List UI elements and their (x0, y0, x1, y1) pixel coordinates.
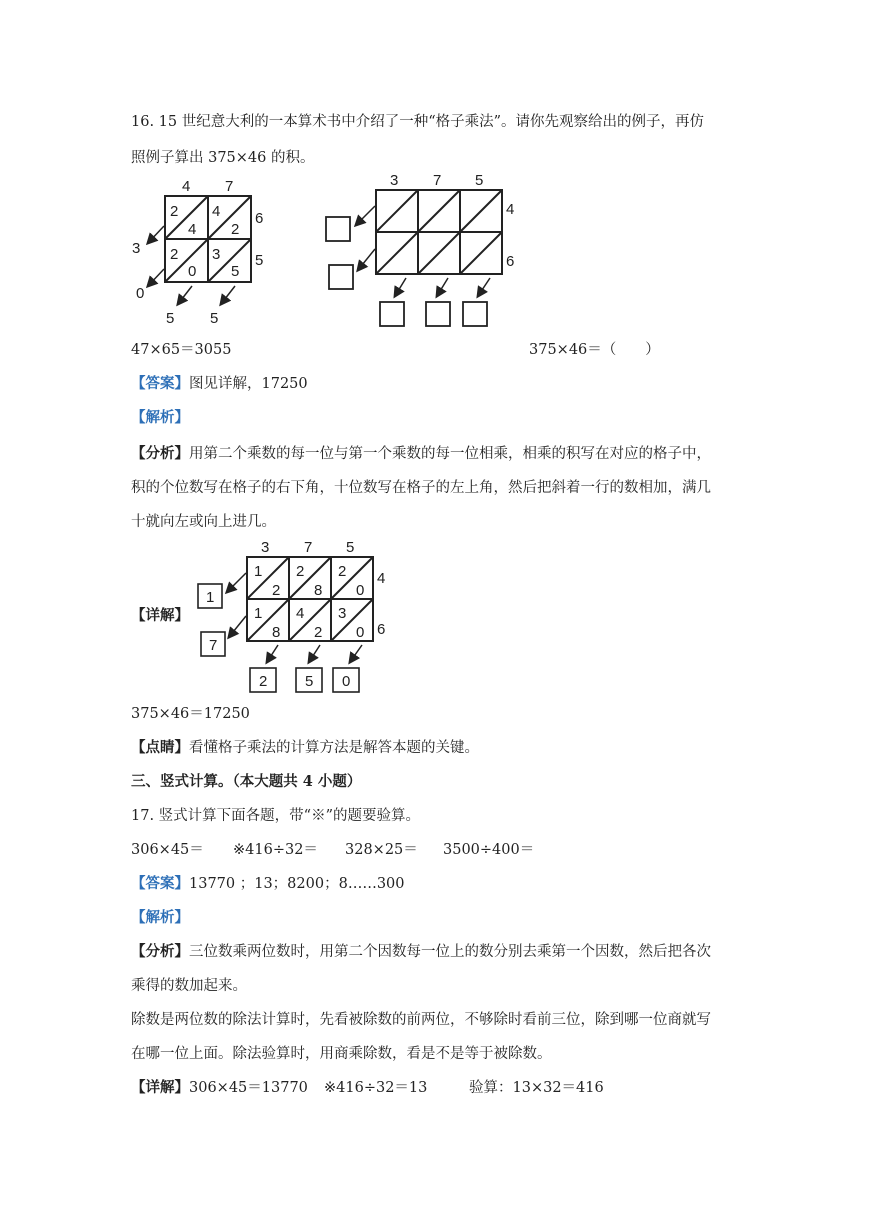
solution-cell-ones: 8 (272, 624, 281, 641)
solution-cell-ones: 8 (314, 582, 323, 599)
answer-box[interactable] (380, 302, 404, 326)
detail-tag: 【详解】 (131, 607, 189, 624)
q16-jiexi (131, 408, 189, 428)
solution-cell-tens: 3 (338, 605, 347, 622)
q17-item: 3500÷400＝ (443, 842, 535, 858)
example-left-output: 0 (136, 285, 145, 302)
analysis-tag: 【分析】 (131, 445, 189, 462)
jiexi-tag: 【解析】 (131, 909, 189, 926)
example-equation: 47×65＝3055 (131, 342, 232, 358)
example-cell-tens: 2 (170, 246, 179, 263)
q16-analysis-line2: 积的个位数写在格子的右下角，十位数写在格子的左上角，然后把斜着一行的数相加，满几 (131, 480, 711, 496)
jiexi-tag: 【解析】 (131, 409, 189, 426)
example-cell-tens: 2 (170, 203, 179, 220)
answer-tag: 【答案】 (131, 375, 189, 392)
solution-top-digit: 3 (261, 539, 270, 556)
section3-title: 三、竖式计算。（本大题共 4 小题） (131, 773, 362, 790)
q16-answer (131, 374, 308, 394)
detail-step: ※416÷32＝13 (324, 1080, 428, 1096)
solution-bottom-box-digit: 0 (342, 673, 351, 690)
detail-step: 验算：13×32＝416 (469, 1080, 604, 1096)
answer-tag: 【答案】 (131, 875, 189, 892)
analysis-text: 用第二个乘数的每一位与第一个乘数的每一位相乘，相乘的积写在对应的格子中， (189, 446, 711, 462)
task-top-digit: 5 (475, 172, 484, 189)
example-cell-tens: 3 (212, 246, 221, 263)
solution-cell-tens: 1 (254, 563, 263, 580)
task-lattice-figure (320, 172, 530, 330)
q16-text-line2: 照例子算出 375×46 的积。 (131, 150, 315, 166)
analysis-tag: 【分析】 (131, 943, 189, 960)
detail-step: 306×45＝13770 (189, 1080, 308, 1096)
q16-dianjing (131, 738, 479, 758)
task-top-digit: 7 (433, 172, 442, 189)
example-top-digit: 7 (225, 178, 234, 195)
solution-right-digit: 6 (377, 621, 386, 638)
example-left-output: 3 (132, 240, 141, 257)
solution-right-digit: 4 (377, 570, 386, 587)
solution-cell-ones: 0 (356, 582, 365, 599)
dianjing-text: 看懂格子乘法的计算方法是解答本题的关键。 (189, 740, 479, 756)
example-cell-ones: 4 (188, 221, 197, 238)
detail-tag: 【详解】 (131, 1079, 189, 1096)
q16-analysis-line3: 十就向左或向上进几。 (131, 514, 276, 530)
solution-lattice-figure (196, 536, 396, 696)
answer-box[interactable] (326, 217, 350, 241)
example-bottom-output: 5 (210, 310, 219, 327)
answer-text: 13770 ；13；8200；8……300 (189, 876, 405, 892)
solution-top-digit: 5 (346, 539, 355, 556)
solution-bottom-box-digit: 2 (259, 673, 268, 690)
result-equation: 375×46＝17250 (131, 706, 250, 722)
q17-jiexi (131, 908, 189, 928)
q16-analysis-line1 (131, 444, 711, 464)
q17-analysis-line4: 在哪一位上面。除法验算时，用商乘除数，看是不是等于被除数。 (131, 1046, 552, 1062)
q17-answer (131, 874, 405, 894)
q17-detail (131, 1078, 604, 1098)
example-cell-ones: 0 (188, 263, 197, 280)
solution-bottom-box-digit: 5 (305, 673, 314, 690)
example-bottom-output: 5 (166, 310, 175, 327)
solution-cell-tens: 1 (254, 605, 263, 622)
task-right-digit: 6 (506, 253, 515, 270)
q17-items (131, 840, 534, 860)
q16-text-line1: 16. 15 世纪意大利的一本算术书中介绍了一种“格子乘法”。请你先观察给出的例子，再仿 (131, 114, 705, 130)
example-right-digit: 6 (255, 210, 264, 227)
example-cell-tens: 4 (212, 203, 221, 220)
q17-item: ※416÷32＝ (233, 842, 318, 858)
solution-left-box-digit: 7 (209, 637, 218, 654)
example-lattice-figure (128, 176, 278, 328)
solution-cell-tens: 4 (296, 605, 305, 622)
dianjing-tag: 【点睛】 (131, 739, 189, 756)
example-cell-ones: 5 (231, 263, 240, 280)
answer-box[interactable] (463, 302, 487, 326)
solution-top-digit: 7 (304, 539, 313, 556)
solution-cell-ones: 0 (356, 624, 365, 641)
answer-text: 图见详解，17250 (189, 376, 308, 392)
example-top-digit: 4 (182, 178, 191, 195)
solution-cell-ones: 2 (314, 624, 323, 641)
task-right-digit: 4 (506, 201, 515, 218)
q17-question: 17. 竖式计算下面各题，带“※”的题要验算。 (131, 808, 420, 824)
answer-box[interactable] (329, 265, 353, 289)
task-top-digit: 3 (390, 172, 399, 189)
q17-analysis-line1 (131, 942, 711, 962)
solution-cell-tens: 2 (338, 563, 347, 580)
q17-analysis-line2: 乘得的数加起来。 (131, 978, 247, 994)
example-cell-ones: 2 (231, 221, 240, 238)
q17-item: 328×25＝ (345, 842, 418, 858)
example-right-digit: 5 (255, 252, 264, 269)
q17-analysis-line3: 除数是两位数的除法计算时，先看被除数的前两位，不够除时看前三位，除到哪一位商就写 (131, 1012, 711, 1028)
solution-left-box-digit: 1 (206, 589, 215, 606)
q17-item: 306×45＝ (131, 842, 204, 858)
task-equation: 375×46＝（ ） (529, 342, 660, 358)
analysis-text: 三位数乘两位数时，用第二个因数每一位上的数分别去乘第一个因数，然后把各次 (189, 944, 711, 960)
solution-cell-tens: 2 (296, 563, 305, 580)
solution-cell-ones: 2 (272, 582, 281, 599)
answer-box[interactable] (426, 302, 450, 326)
